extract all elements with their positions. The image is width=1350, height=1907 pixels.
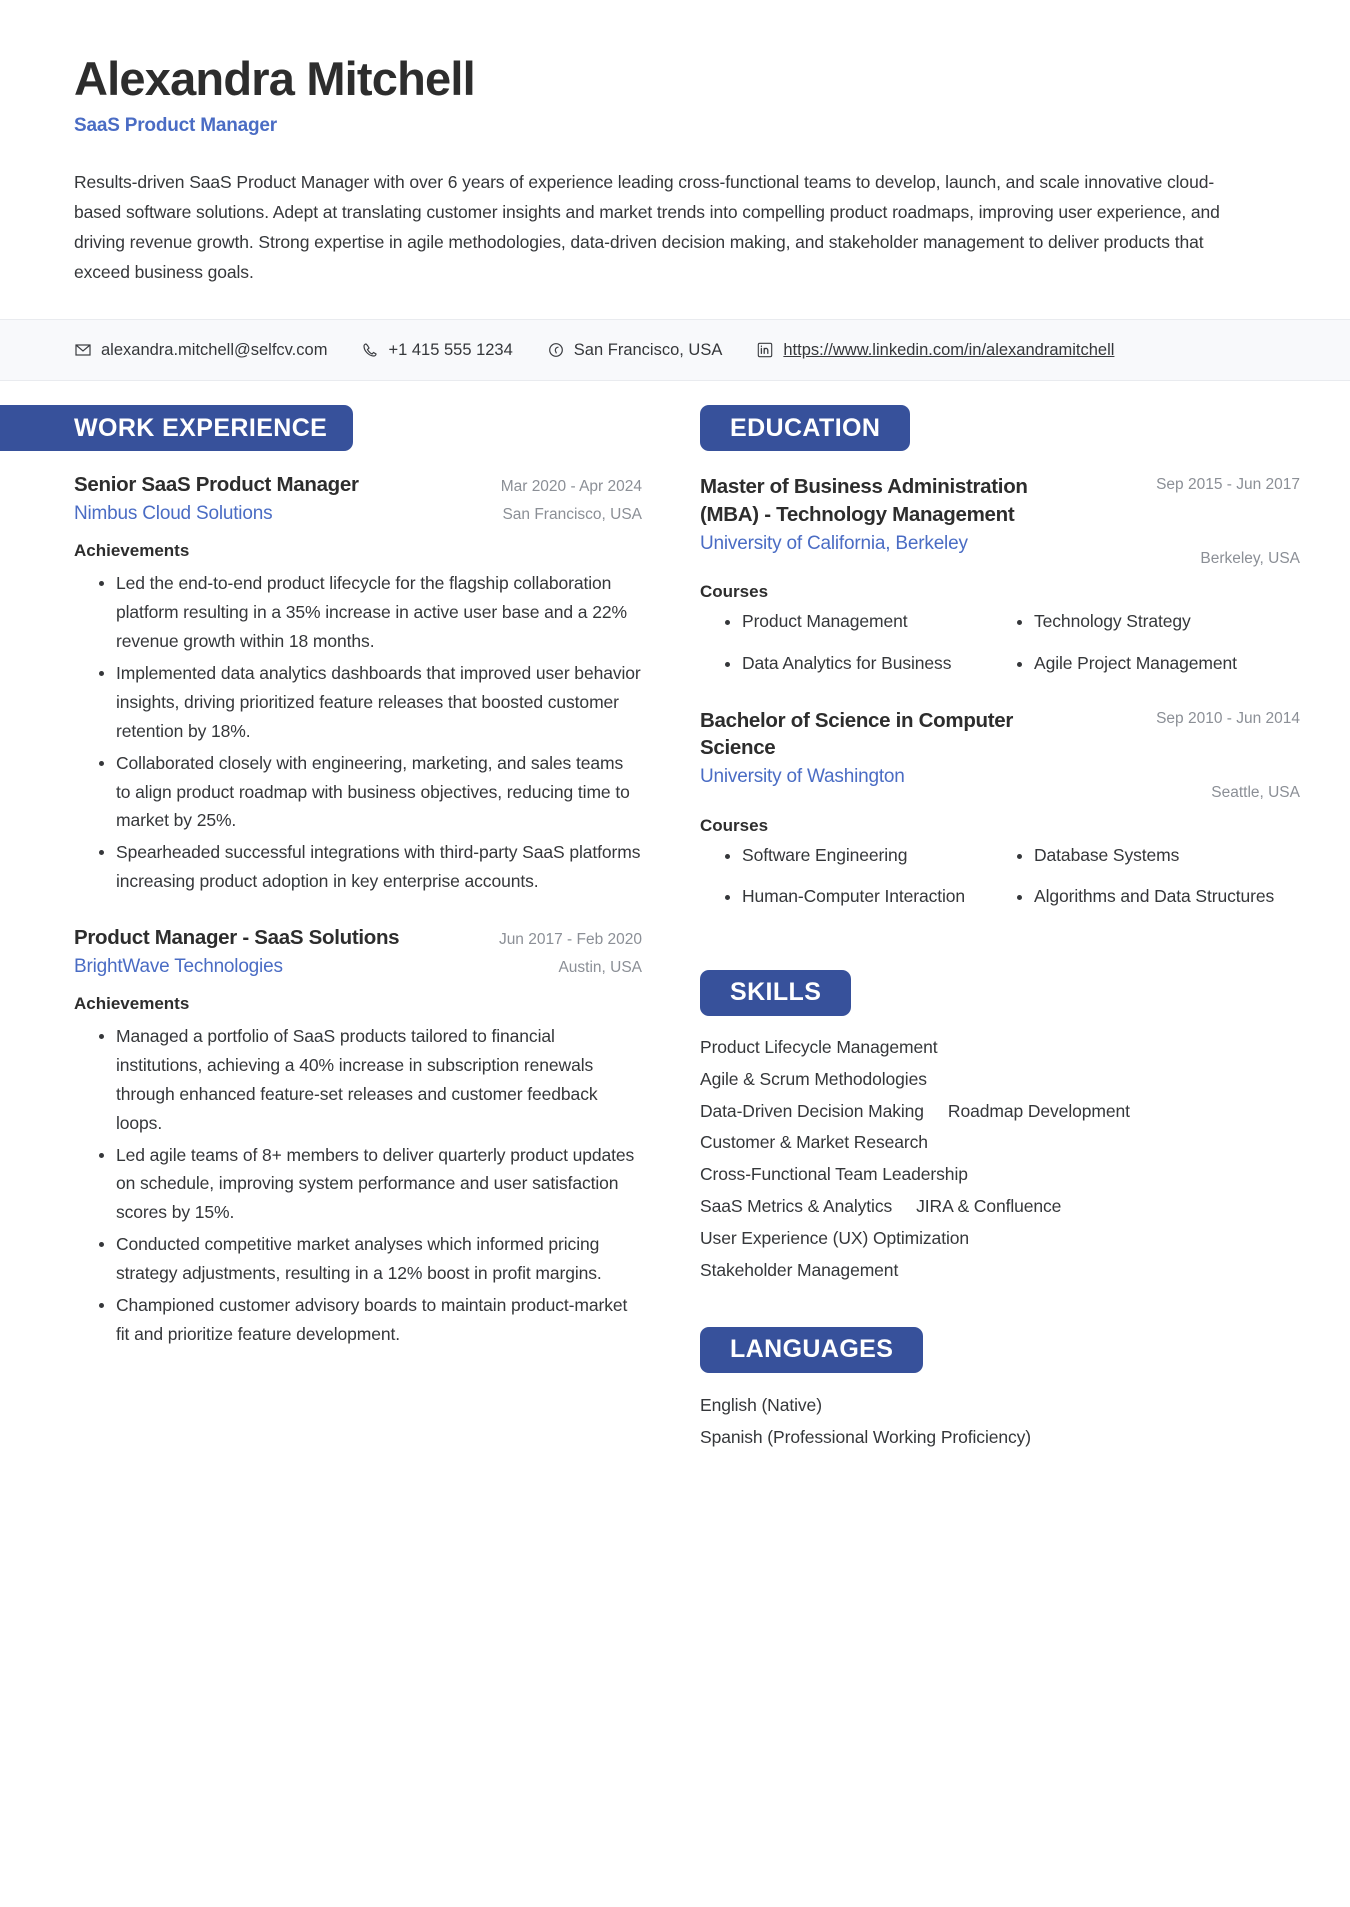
contact-email-text: alexandra.mitchell@selfcv.com — [101, 340, 328, 359]
professional-summary: Results-driven SaaS Product Manager with over 6 years of experience leading cross-functional teams to develop, launch, and scale innovative cloud-based software solutions. Adept at translating customer insights and market trends into compelling product roadmaps, improving user experience, and driving revenue growth. Strong expertise in agile methodologies, data-driven decision making, and stakeholder management to deliver products that exceed business goals. — [74, 172, 1220, 283]
education-side-meta — [1156, 707, 1300, 802]
section-title-work-experience: WORK EXPERIENCE — [0, 405, 353, 451]
experience-entry-header — [74, 926, 642, 950]
education-location: Berkeley, USA — [1200, 550, 1300, 568]
languages-list — [700, 1389, 1300, 1454]
education-entry — [700, 707, 1300, 924]
work-experience-body — [0, 473, 672, 1348]
education-dates: Sep 2015 - Jun 2017 — [1156, 476, 1300, 494]
experience-entry-header — [74, 473, 642, 497]
envelope-icon — [74, 341, 92, 359]
achievement-item: • Conducted competitive market analyses which informed pricing strategy adjustments, resulting in a 12% boost in profit margins. — [116, 1230, 642, 1288]
contact-phone[interactable] — [361, 341, 512, 360]
section-title-languages: LANGUAGES — [700, 1327, 923, 1373]
experience-entry-subheader — [74, 950, 642, 978]
contact-linkedin[interactable] — [756, 341, 1114, 360]
courses-label: Courses — [700, 815, 769, 835]
experience-organization: BrightWave Technologies — [74, 956, 283, 978]
course-item: • Software Engineering — [742, 842, 1008, 869]
contact-linkedin-text[interactable]: https://www.linkedin.com/in/alexandramitchell — [783, 340, 1115, 359]
experience-dates: Jun 2017 - Feb 2020 — [498, 931, 642, 949]
contact-location — [547, 341, 723, 360]
achievements-list — [74, 1022, 642, 1349]
education-entry — [700, 473, 1300, 690]
section-title-skills: SKILLS — [700, 970, 851, 1016]
skill-item: SaaS Metrics & Analytics — [700, 1196, 893, 1217]
language-item: English (Native) — [700, 1394, 822, 1415]
education-dates: Sep 2010 - Jun 2014 — [1156, 709, 1300, 727]
contact-email[interactable] — [74, 341, 327, 360]
courses-label: Courses — [700, 582, 769, 602]
experience-entry — [74, 926, 642, 1349]
skill-item: Product Lifecycle Management — [700, 1036, 938, 1057]
achievement-item: • Collaborated closely with engineering, marketing, and sales teams to align product roadmap with business objectives, reducing time to market by 25%. — [116, 749, 642, 836]
education-location: Seattle, USA — [1211, 783, 1300, 801]
achievement-item: • Spearheaded successful integrations with third-party SaaS platforms increasing product adoption in key enterprise accounts. — [116, 838, 642, 896]
achievement-item: • Managed a portfolio of SaaS products tailored to financial institutions, achieving a 40% increase in subscription renewals through enhanced feature-set releases and customer feedback loops. — [116, 1022, 642, 1138]
experience-title: Product Manager - SaaS Solutions — [74, 926, 400, 950]
achievements-label: Achievements — [74, 541, 190, 561]
skill-item: Stakeholder Management — [700, 1259, 899, 1280]
location-pin-icon — [547, 341, 565, 359]
course-item: • Algorithms and Data Structures — [1034, 883, 1300, 910]
language-item: Spanish (Professional Working Proficiency) — [700, 1427, 1032, 1448]
candidate-job-title: SaaS Product Manager — [74, 115, 277, 137]
linkedin-icon — [756, 341, 774, 359]
resume-header — [0, 0, 1350, 287]
achievement-item: • Led agile teams of 8+ members to deliver quarterly product updates on schedule, improving system performance and user satisfaction scores by 15%. — [116, 1141, 642, 1228]
skill-item: Agile & Scrum Methodologies — [700, 1068, 927, 1089]
contact-location-text: San Francisco, USA — [573, 340, 723, 359]
education-entry-header — [700, 473, 1300, 568]
course-item: • Product Management — [742, 608, 1008, 635]
skill-item: Data-Driven Decision Making — [700, 1100, 924, 1121]
phone-icon — [361, 341, 379, 359]
skill-item: Customer & Market Research — [700, 1132, 928, 1153]
course-item: • Human-Computer Interaction — [742, 883, 1008, 910]
skill-item: Roadmap Development — [947, 1100, 1130, 1121]
education-main — [700, 473, 1030, 568]
candidate-name: Alexandra Mitchell — [74, 52, 475, 105]
experience-location: Austin, USA — [558, 959, 642, 977]
achievement-item: • Championed customer advisory boards to maintain product-market fit and prioritize feature development. — [116, 1291, 642, 1349]
education-degree: Bachelor of Science in Computer Science — [700, 708, 1014, 760]
skill-item: User Experience (UX) Optimization — [700, 1227, 970, 1248]
resume-body — [0, 405, 1350, 1453]
left-column — [0, 405, 700, 1453]
section-title-education: EDUCATION — [700, 405, 910, 451]
course-item: • Data Analytics for Business — [742, 650, 1008, 677]
skills-section — [700, 970, 1300, 1287]
skill-item: Cross-Functional Team Leadership — [700, 1164, 968, 1185]
achievement-item: • Led the end-to-end product lifecycle for the flagship collaboration platform resulting in a 35% increase in active user base and a 22% revenue growth within 18 months. — [116, 569, 642, 656]
education-entry-header — [700, 707, 1300, 802]
experience-organization: Nimbus Cloud Solutions — [74, 503, 273, 525]
experience-dates: Mar 2020 - Apr 2024 — [500, 478, 642, 496]
contact-bar — [0, 319, 1350, 381]
course-item: • Agile Project Management — [1034, 650, 1300, 677]
courses-list — [700, 842, 1300, 924]
achievements-list — [74, 569, 642, 896]
achievements-label: Achievements — [74, 994, 190, 1014]
languages-section — [700, 1327, 1300, 1454]
course-item: • Database Systems — [1034, 842, 1300, 869]
education-side-meta — [1156, 473, 1300, 568]
experience-title: Senior SaaS Product Manager — [74, 473, 359, 497]
skill-item: JIRA & Confluence — [916, 1196, 1062, 1217]
skills-list — [700, 1032, 1160, 1287]
right-column — [700, 405, 1350, 1453]
course-item: • Technology Strategy — [1034, 608, 1300, 635]
experience-location: San Francisco, USA — [502, 506, 642, 524]
experience-entry-subheader — [74, 497, 642, 525]
education-school: University of Washington — [700, 766, 905, 788]
experience-entry — [74, 473, 642, 896]
education-degree: Master of Business Administration (MBA) - Technology Management — [700, 475, 1028, 527]
courses-list — [700, 608, 1300, 690]
education-main — [700, 707, 1030, 802]
education-school: University of California, Berkeley — [700, 532, 968, 554]
achievement-item: • Implemented data analytics dashboards that improved user behavior insights, driving prioritized feature releases that boosted customer retention by 18%. — [116, 659, 642, 746]
contact-phone-text: +1 415 555 1234 — [388, 340, 513, 359]
education-body — [700, 473, 1300, 924]
